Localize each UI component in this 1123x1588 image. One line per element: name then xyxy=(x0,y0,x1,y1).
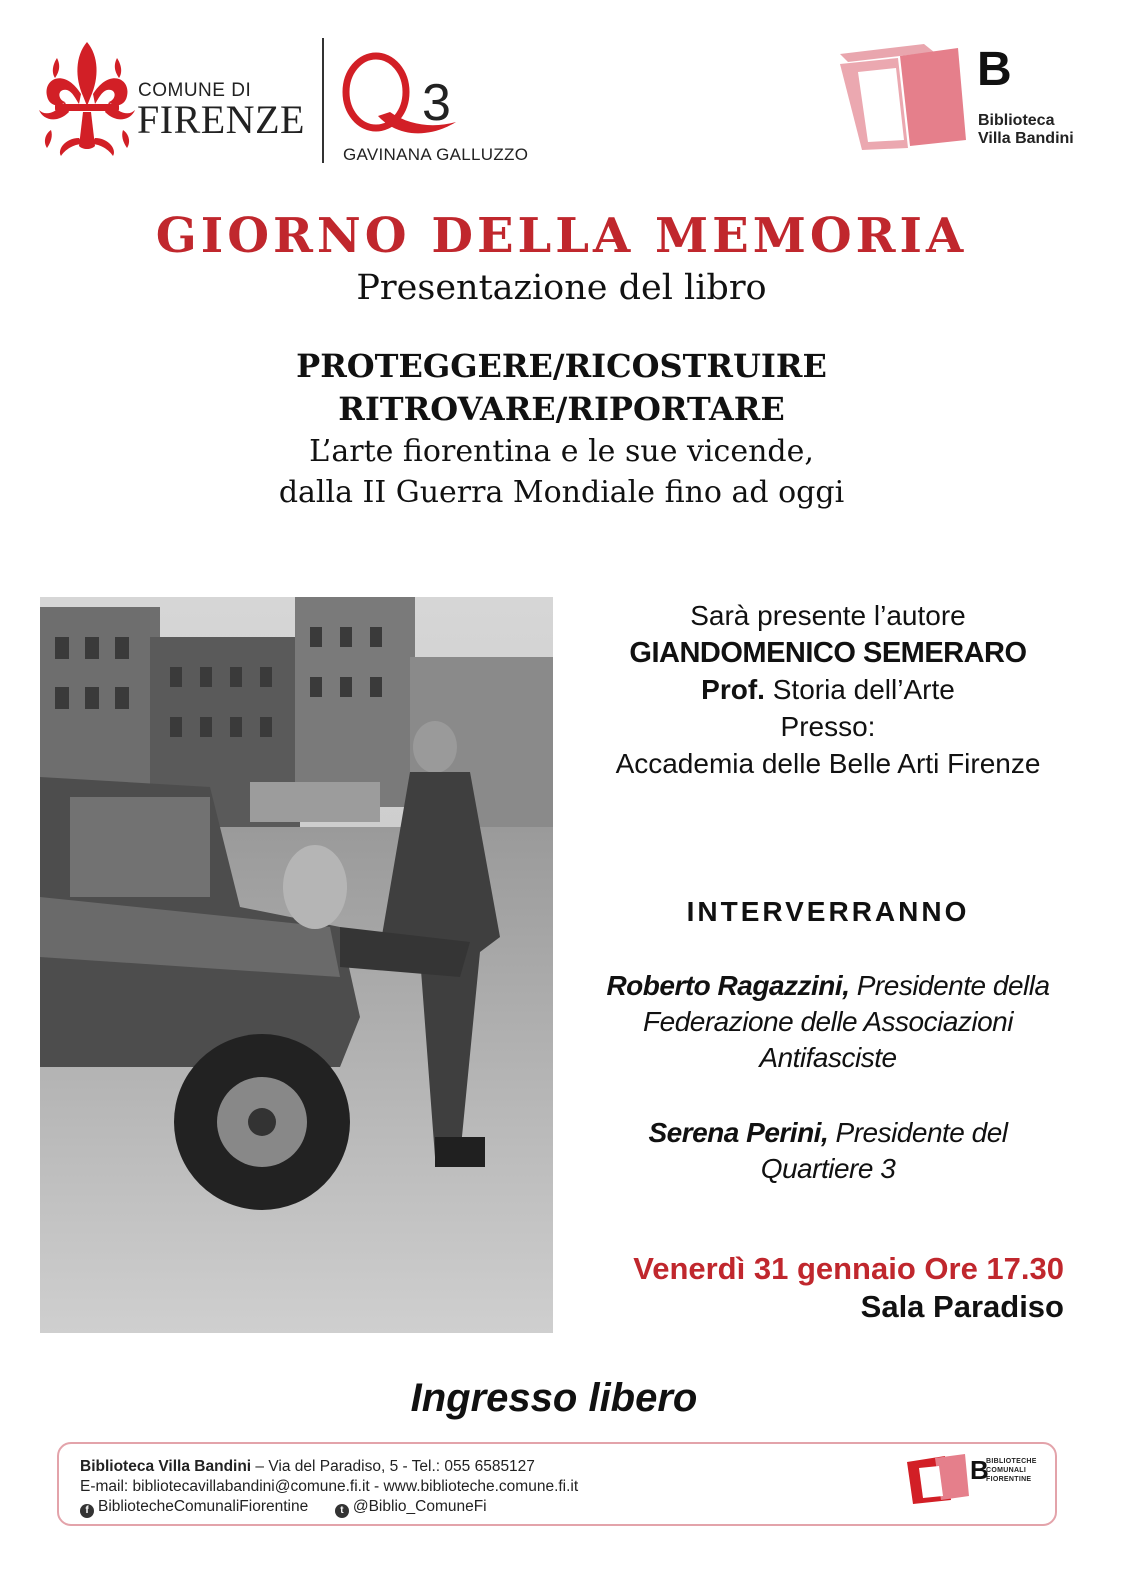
book-subtitle-line2: dalla II Guerra Mondiale fino ad oggi xyxy=(278,475,845,510)
svg-text:3: 3 xyxy=(422,74,451,132)
speakers-heading: INTERVERRANNO xyxy=(686,896,970,927)
library-name-line2: Villa Bandini xyxy=(978,130,1074,147)
prof-label: Prof. xyxy=(701,674,765,705)
speaker-1-line2: Federazione delle Associazioni xyxy=(643,1006,1013,1037)
footer-logo-text1: BIBLIOTECHE xyxy=(986,1458,1037,1465)
speaker-1-role: Presidente della xyxy=(849,970,1050,1001)
event-subtitle: Presentazione del libro xyxy=(356,268,767,308)
event-venue: Sala Paradiso xyxy=(860,1289,1064,1324)
speaker-2-line1 xyxy=(573,1117,1083,1149)
facebook-handle[interactable]: BibliotecheComunaliFiorentine xyxy=(98,1498,309,1515)
entry-note: Ingresso libero xyxy=(410,1376,698,1420)
book-subtitle-line1: L’arte fiorentina e le sue vicende, xyxy=(309,434,814,469)
footer-contact-line[interactable]: E-mail: bibliotecavillabandini@comune.fi.it - www.biblioteche.comune.fi.it xyxy=(80,1478,579,1495)
library-name-line1: Biblioteca xyxy=(978,112,1055,129)
library-logo-mark xyxy=(838,42,968,150)
speaker-1-line3: Antifasciste xyxy=(759,1042,897,1073)
historical-photo xyxy=(40,597,553,1333)
speaker-2-role: Presidente del xyxy=(828,1117,1008,1148)
twitter-handle[interactable]: @Biblio_ComuneFi xyxy=(352,1498,487,1515)
firenze-label: FIRENZE xyxy=(137,97,305,142)
author-title xyxy=(573,674,1083,706)
footer-logo-letter: B xyxy=(970,1455,989,1485)
event-title: GIORNO DELLA MEMORIA xyxy=(155,208,968,264)
header-divider xyxy=(322,38,324,163)
library-logo-letter: B xyxy=(977,43,1012,96)
gavinana-galluzzo-label: GAVINANA GALLUZZO xyxy=(343,145,529,164)
book-title-line2: RITROVARE/RIPORTARE xyxy=(338,390,785,428)
author-presso: Presso: xyxy=(780,711,876,742)
author-academy: Accademia delle Belle Arti Firenze xyxy=(615,748,1041,779)
twitter-icon: t xyxy=(335,1504,349,1518)
author-name: GIANDOMENICO SEMERARO xyxy=(629,637,1027,669)
footer-library-logo xyxy=(905,1452,975,1507)
footer-library-name: Biblioteca Villa Bandini xyxy=(80,1458,252,1475)
footer-address: – Via del Paradiso, 5 - Tel.: 055 6585127 xyxy=(251,1458,535,1475)
footer-address-line xyxy=(80,1458,535,1476)
speaker-2-name: Serena Perini, xyxy=(648,1117,829,1148)
speaker-1-name: Roberto Ragazzini, xyxy=(606,970,850,1001)
q3-logo xyxy=(338,50,468,140)
comune-di-label: COMUNE DI xyxy=(138,80,252,101)
footer-logo-text2: COMUNALI xyxy=(986,1467,1027,1474)
book-title-line1: PROTEGGERE/RICOSTRUIRE xyxy=(296,347,827,385)
footer-logo-text3: FIORENTINE xyxy=(986,1476,1032,1483)
florence-lily-logo xyxy=(35,38,140,158)
speaker-2-line2: Quartiere 3 xyxy=(760,1153,896,1184)
footer-social-line xyxy=(80,1498,487,1518)
event-date: Venerdì 31 gennaio Ore 17.30 xyxy=(633,1251,1064,1286)
prof-subject: Storia dell’Arte xyxy=(764,674,955,705)
facebook-icon: f xyxy=(80,1504,94,1518)
speaker-1-line1 xyxy=(573,970,1083,1002)
author-intro: Sarà presente l’autore xyxy=(690,600,966,631)
